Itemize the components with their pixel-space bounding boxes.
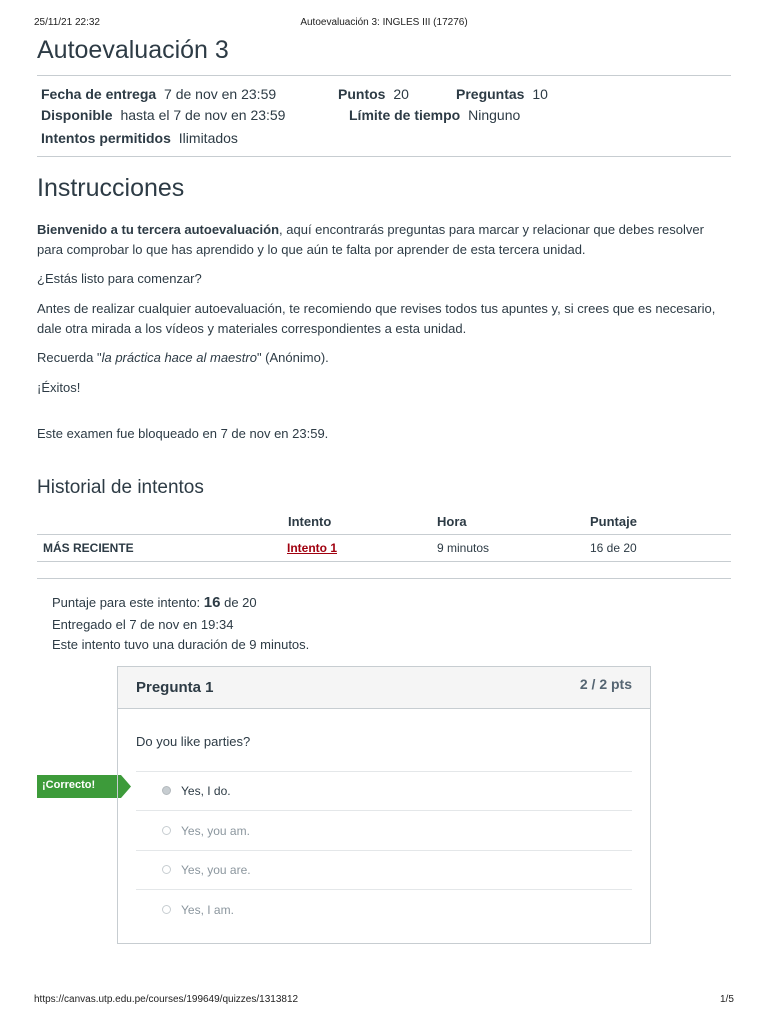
correct-flag-label: ¡Correcto! <box>42 779 96 791</box>
due-date <box>41 86 276 102</box>
review-advice: Antes de realizar cualquier autoevaluación, te recomiendo que revises todos tus apuntes y, si crees que es necesario, dale otra mirada a los vídeos y materiales correspondientes a esta unidad. <box>37 301 716 336</box>
allowed-attempts-value: Ilimitados <box>178 130 238 146</box>
divider <box>37 75 731 76</box>
row-label: MÁS RECIENTE <box>43 541 134 555</box>
row-score: 16 de 20 <box>590 541 637 555</box>
quote-italic: la práctica hace al maestro <box>101 350 257 365</box>
due-value: 7 de nov en 23:59 <box>164 86 277 102</box>
welcome-bold: Bienvenido a tu tercera autoevaluación <box>37 222 280 237</box>
available <box>41 107 285 123</box>
radio-icon[interactable] <box>162 905 171 914</box>
footer-page: 1/5 <box>720 994 734 1005</box>
quote-pre: Recuerda " <box>37 350 102 365</box>
radio-icon[interactable] <box>162 826 171 835</box>
submitted-date: Entregado el 7 de nov en 19:34 <box>52 617 234 632</box>
questions-label: Preguntas <box>456 86 525 102</box>
col-time-header: Hora <box>437 514 467 529</box>
time-limit-value: Ninguno <box>468 107 521 123</box>
locked-notice: Este examen fue bloqueado en 7 de nov en 23:59. <box>37 426 329 441</box>
question-prompt: Do you like parties? <box>136 734 251 749</box>
question-card <box>117 666 651 944</box>
answer-divider <box>136 810 632 811</box>
time-limit-label: Límite de tiempo <box>349 107 461 123</box>
footer-url: https://canvas.utp.edu.pe/courses/199649/quizzes/1313812 <box>34 994 299 1005</box>
attempt-score <box>52 594 257 611</box>
attempt-duration: Este intento tuvo una duración de 9 minutos. <box>52 637 310 652</box>
instructions-paragraph <box>37 220 731 260</box>
print-doc-title: Autoevaluación 3: INGLES III (17276) <box>300 17 468 28</box>
question-title: Pregunta 1 <box>136 679 214 696</box>
quote-post: " (Anónimo). <box>256 350 329 365</box>
answer-option[interactable]: Yes, I do. <box>181 784 231 798</box>
time-limit <box>349 107 520 123</box>
points <box>338 86 409 102</box>
radio-icon[interactable] <box>162 865 171 874</box>
score-post: de 20 <box>224 595 257 610</box>
table-divider <box>37 534 731 535</box>
radio-selected-icon[interactable] <box>162 786 171 795</box>
answer-divider <box>136 850 632 851</box>
score-pre: Puntaje para este intento: <box>52 595 201 610</box>
col-attempt-header: Intento <box>288 514 332 529</box>
score-value: 16 <box>203 594 221 611</box>
attempt-1-link[interactable]: Intento 1 <box>287 541 337 555</box>
points-label: Puntos <box>338 86 386 102</box>
good-luck: ¡Éxitos! <box>37 380 81 395</box>
divider <box>37 156 731 157</box>
page-title: Autoevaluación 3 <box>37 36 229 64</box>
ready-question: ¿Estás listo para comenzar? <box>37 271 202 286</box>
available-value: hasta el 7 de nov en 23:59 <box>120 107 286 123</box>
divider <box>37 578 731 579</box>
print-datetime: 25/11/21 22:32 <box>34 17 100 28</box>
instructions-heading: Instrucciones <box>37 174 185 202</box>
allowed-attempts <box>41 130 238 146</box>
answer-option[interactable]: Yes, you am. <box>181 824 250 838</box>
allowed-attempts-label: Intentos permitidos <box>41 130 171 146</box>
quote-line <box>37 348 731 368</box>
questions-value: 10 <box>532 86 548 102</box>
col-score-header: Puntaje <box>590 514 637 529</box>
row-time: 9 minutos <box>437 541 490 555</box>
answer-option[interactable]: Yes, you are. <box>181 863 251 877</box>
question-header <box>118 667 650 709</box>
answer-divider <box>136 771 632 772</box>
table-divider <box>37 561 731 562</box>
points-value: 20 <box>393 86 409 102</box>
welcome-rest: , aquí encontrarás preguntas para marcar y relacionar que debes resolver para comprobar lo que has aprendido y lo que aún te falta por aprender de esta tercera unidad. <box>37 222 704 257</box>
due-label: Fecha de entrega <box>41 86 157 102</box>
questions <box>456 86 548 102</box>
available-label: Disponible <box>41 107 113 123</box>
history-heading: Historial de intentos <box>37 477 204 498</box>
answer-divider <box>136 889 632 890</box>
answer-option[interactable]: Yes, I am. <box>181 903 234 917</box>
question-points: 2 / 2 pts <box>579 676 632 692</box>
